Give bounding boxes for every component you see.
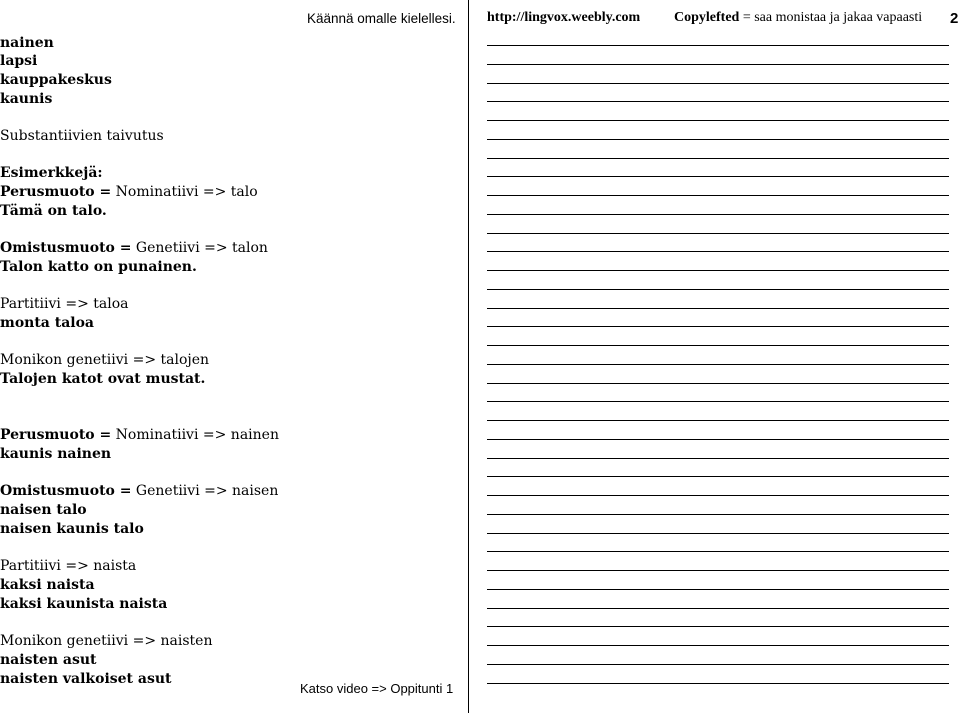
writing-line (487, 401, 949, 402)
left-column (0, 0, 468, 713)
copyleft-notice (674, 10, 922, 26)
case-label: Perusmuoto = (0, 427, 112, 443)
writing-line (487, 176, 949, 177)
writing-line (487, 139, 949, 140)
case-label: Perusmuoto = (0, 184, 112, 200)
writing-line (487, 45, 949, 46)
writing-line (487, 551, 949, 552)
writing-line (487, 495, 949, 496)
nainen-plural-genitive-example-2: naisten valkoiset asut (0, 671, 172, 687)
writing-line (487, 345, 949, 346)
nainen-partitive-line: Partitiivi => naista (0, 558, 137, 574)
writing-line (487, 533, 949, 534)
writing-line (487, 645, 949, 646)
word-2: lapsi (0, 53, 38, 69)
writing-line (487, 326, 949, 327)
writing-line (487, 101, 949, 102)
nainen-nominative-line (0, 426, 279, 444)
writing-line (487, 458, 949, 459)
writing-line (487, 195, 949, 196)
word-1: nainen (0, 35, 54, 51)
nainen-genitive-line (0, 482, 278, 500)
video-note: Katso video => Oppitunti 1 (300, 681, 454, 696)
writing-line (487, 439, 949, 440)
talo-nominative-example: Tämä on talo. (0, 203, 107, 219)
writing-line (487, 664, 949, 665)
writing-line (487, 608, 949, 609)
talo-nominative-line (0, 183, 258, 201)
case-form: Nominatiivi => nainen (111, 427, 279, 443)
nainen-partitive-example-1: kaksi naista (0, 577, 95, 593)
case-form: Genetiivi => naisen (131, 483, 279, 499)
writing-line (487, 476, 949, 477)
nainen-plural-genitive-line: Monikon genetiivi => naisten (0, 633, 213, 649)
talo-partitive-line: Partitiivi => taloa (0, 296, 129, 312)
writing-line (487, 120, 949, 121)
copylefted-label: Copylefted (674, 10, 740, 25)
talo-plural-genitive-line: Monikon genetiivi => talojen (0, 352, 210, 368)
writing-line (487, 383, 949, 384)
writing-line (487, 683, 949, 684)
writing-line (487, 270, 949, 271)
examples-label: Esimerkkejä: (0, 165, 103, 181)
writing-line (487, 158, 949, 159)
writing-line (487, 570, 949, 571)
talo-genitive-example: Talon katto on punainen. (0, 259, 197, 275)
writing-line (487, 626, 949, 627)
nainen-genitive-example-1: naisen talo (0, 502, 87, 518)
writing-line (487, 420, 949, 421)
instruction-text: Käännä omalle kielellesi. (307, 11, 456, 26)
page-number: 2 (950, 10, 959, 27)
writing-line (487, 364, 949, 365)
writing-line (487, 308, 949, 309)
nainen-genitive-example-2: naisen kaunis talo (0, 521, 144, 537)
nainen-partitive-example-2: kaksi kaunista naista (0, 596, 168, 612)
case-label: Omistusmuoto = (0, 240, 132, 256)
right-column (469, 0, 960, 713)
word-3: kauppakeskus (0, 72, 112, 88)
writing-line (487, 289, 949, 290)
talo-genitive-line (0, 239, 268, 257)
writing-line (487, 514, 949, 515)
site-url: http://lingvox.weebly.com (487, 10, 641, 25)
writing-line (487, 83, 949, 84)
word-4: kaunis (0, 91, 53, 107)
case-form: Genetiivi => talon (131, 240, 268, 256)
nainen-plural-genitive-example-1: naisten asut (0, 652, 97, 668)
writing-line (487, 251, 949, 252)
talo-partitive-example: monta taloa (0, 315, 95, 331)
writing-line (487, 64, 949, 65)
case-label: Omistusmuoto = (0, 483, 132, 499)
writing-line (487, 589, 949, 590)
case-form: Nominatiivi => talo (111, 184, 258, 200)
section-title: Substantiivien taivutus (0, 128, 164, 144)
writing-line (487, 233, 949, 234)
writing-line (487, 214, 949, 215)
talo-plural-genitive-example: Talojen katot ovat mustat. (0, 371, 206, 387)
nainen-nominative-example: kaunis nainen (0, 446, 112, 462)
copylefted-text: = saa monistaa ja jakaa vapaasti (739, 10, 923, 25)
